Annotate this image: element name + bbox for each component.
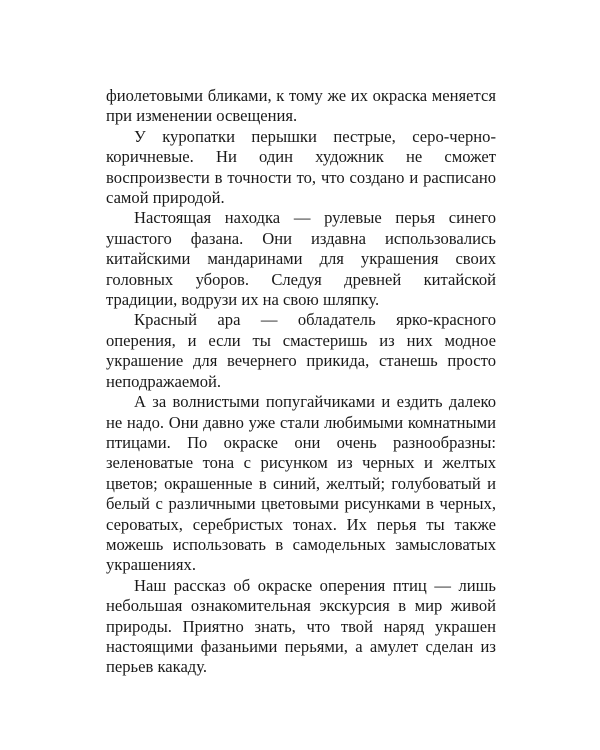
paragraph-partridge: У куропатки перышки пестрые, серо-черно-коричневые. Ни один художник не сможет воспроизвести в точности то, что создано и расписано самой природой.	[106, 126, 496, 208]
paragraph-pheasant: Настоящая находка — рулевые перья синего ушастого фазана. Они издавна использовались китайскими мандаринами для украшения своих головных уборов. Следуя древней китайской традиции, водрузи их на свою шляпку.	[106, 208, 496, 310]
book-page-text	[106, 86, 496, 678]
paragraph-continuation: фиолетовыми бликами, к тому же их окраска меняется при изменении освещения.	[106, 86, 496, 126]
paragraph-macaw: Красный ара — обладатель ярко-красного оперения, и если ты смастеришь из них модное украшение для вечернего прикида, станешь просто неподражаемой.	[106, 310, 496, 391]
paragraph-conclusion: Наш рассказ об окраске оперения птиц — лишь небольшая ознакомительная экскурсия в мир живой природы. Приятно знать, что твой наряд украшен настоящими фазаньими перьями, а амулет сделан из перьев какаду.	[106, 575, 496, 677]
paragraph-budgerigar: А за волнистыми попугайчиками и ездить далеко не надо. Они давно уже стали любимыми комнатными птицами. По окраске они очень разнообразны: зеленоватые тона с рисунком из черных и желтых цветов; окрашенные в синий, желтый; голубоватый и белый с различными цветовыми рисунками в черных, сероватых, серебристых тонах. Их перья ты также можешь использовать в самодельных замысловатых украшениях.	[106, 392, 496, 575]
